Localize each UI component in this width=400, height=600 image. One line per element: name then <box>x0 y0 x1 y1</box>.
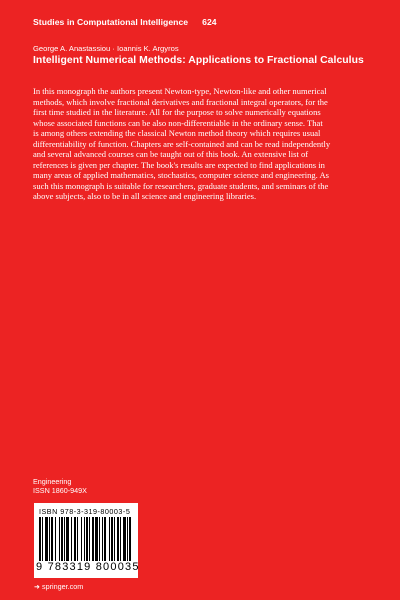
subject-info <box>33 478 87 495</box>
barcode-bar <box>95 517 98 561</box>
barcode-bar <box>102 517 103 561</box>
barcode-bar <box>109 517 110 561</box>
issn-number: ISSN 1860-949X <box>33 485 87 495</box>
series-volume: 624 <box>202 17 217 27</box>
book-blurb <box>33 86 369 202</box>
book-title: Intelligent Numerical Methods: Applications to Fractional Calculus <box>33 55 364 66</box>
blurb-line: and several advanced courses can be taught out of this book. An extensive list of <box>33 149 309 159</box>
barcode-bar <box>74 517 76 561</box>
barcode-bar <box>71 517 72 561</box>
blurb-line: is among others extending the classical Newton method theory which requires usual <box>33 128 321 138</box>
barcode-bar <box>86 517 88 561</box>
barcode-bar <box>114 517 115 561</box>
blurb-line: such this monograph is suitable for researchers, graduate students, and seminars of the <box>33 180 329 191</box>
blurb-line: whose associated functions can be also non-differentiable in the ordinary sense. That <box>33 117 323 128</box>
barcode-bar <box>42 517 43 561</box>
blurb-line: above subjects, also to be in all science and engineering libraries. <box>33 191 257 201</box>
barcode-bar <box>64 517 65 561</box>
barcode-bar <box>81 517 82 561</box>
barcode-bar <box>49 517 50 561</box>
barcode-bar <box>45 517 48 561</box>
barcode-bar <box>111 517 113 561</box>
publisher-url[interactable]: springer.com <box>42 582 84 591</box>
blurb-line: In this monograph the authors present Newton-type, Newton-like and other numerical <box>33 86 327 96</box>
barcode-bar <box>59 517 60 561</box>
barcode-bar <box>92 517 94 561</box>
barcode-bar <box>66 517 69 561</box>
blurb-line: differentiability of function. Chapters are self-contained and can be read independently <box>33 138 331 149</box>
isbn-digits: 9 783319 800035 <box>36 561 140 573</box>
barcode-bar <box>51 517 53 561</box>
blurb-line: references is given per chapter. The book's results are expected to find applications in <box>33 159 325 170</box>
barcode-bar <box>117 517 119 561</box>
subject-category: Engineering <box>33 477 72 486</box>
blurb-line: methods, which involve fractional derivatives and fractional integral operators, for the <box>33 96 328 107</box>
barcode-bar <box>77 517 78 561</box>
book-authors: George A. Anastassiou · Ioannis K. Argyros <box>33 44 179 53</box>
barcode-bar <box>123 517 126 561</box>
barcode-bar <box>84 517 85 561</box>
barcode-bars <box>39 517 133 561</box>
barcode-bar <box>104 517 106 561</box>
barcode-bar <box>120 517 121 561</box>
barcode-bar <box>99 517 100 561</box>
barcode-bar <box>61 517 63 561</box>
barcode-bar <box>127 517 128 561</box>
arrow-right-icon: ➜ <box>34 582 41 591</box>
barcode-bar <box>39 517 41 561</box>
series-header <box>33 17 217 27</box>
barcode-bar <box>89 517 90 561</box>
barcode-bar <box>129 517 131 561</box>
publisher-url-row[interactable] <box>34 582 83 591</box>
isbn-label: ISBN 978-3-319-80003-5 <box>39 507 131 516</box>
isbn-barcode <box>34 503 138 578</box>
blurb-line: many areas of applied mathematics, stochastics, computer science and engineering. As <box>33 170 329 180</box>
barcode-bar <box>55 517 56 561</box>
blurb-line: first time studied in the literature. All for the purpose to solve numerically equations <box>33 107 321 117</box>
series-name: Studies in Computational Intelligence <box>33 17 189 27</box>
